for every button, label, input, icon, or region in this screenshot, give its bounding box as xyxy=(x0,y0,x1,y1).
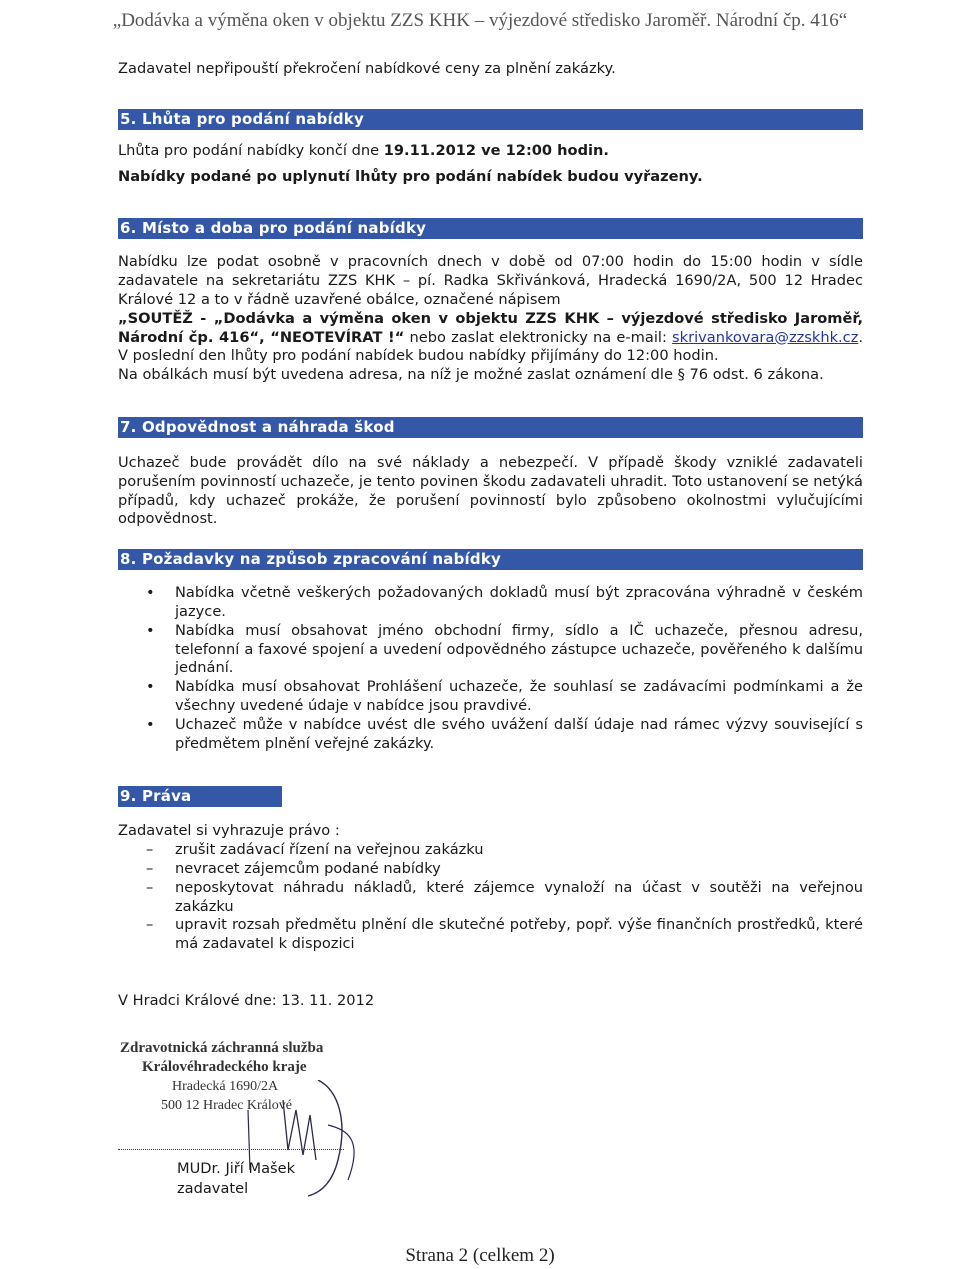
rights-list xyxy=(118,841,863,954)
signatory-role: zadavatel xyxy=(177,1180,249,1197)
deadline-date: 19.11.2012 ve 12:00 hodin. xyxy=(383,141,609,159)
intro-text: Zadavatel nepřipouští překročení nabídkové ceny za plnění zakázky. xyxy=(118,60,616,77)
section-8-heading: 8. Požadavky na způsob zpracování nabídky xyxy=(118,549,863,570)
section-7-heading: 7. Odpovědnost a náhrada škod xyxy=(118,417,863,438)
list-item: – neposkytovat náhradu nákladů, které zájemce vynaloží na účast v soutěži na veřejnou zakázku xyxy=(146,878,863,915)
stamp-line: Hradecká 1690/2A xyxy=(172,1079,279,1094)
list-item: • Nabídka včetně veškerých požadovaných dokladů musí být zpracována výhradně v českém jazyce. xyxy=(146,584,863,620)
section-6-heading: 6. Místo a doba pro podání nabídky xyxy=(118,218,863,239)
envelope-label: „SOUTĚŽ - „Dodávka a výměna oken v objektu ZZS KHK – výjezdové středisko Jaroměř, Národní čp. 416“, “NEOTEVÍRAT !“ xyxy=(118,309,863,346)
signatory-name: MUDr. Jiří Mašek xyxy=(177,1160,296,1177)
section-5-heading: 5. Lhůta pro podání nabídky xyxy=(118,109,863,130)
section-9-heading: 9. Práva zadavatele xyxy=(118,786,282,807)
late-bids-notice: Nabídky podané po uplynutí lhůty pro podání nabídek budou vyřazeny. xyxy=(118,167,703,185)
envelope-address-text: Na obálkách musí být uvedena adresa, na níž je možné zaslat oznámení dle § 76 odst. 6 zákona. xyxy=(118,366,824,384)
official-stamp xyxy=(118,1040,358,1160)
submission-place-text: Nabídku lze podat osobně v pracovních dnech v době od 07:00 hodin do 15:00 hodin v sídle zadavatele na sekretariátu ZZS KHK – pí. Radka Skřivánková, Hradecká 1690/2A, 500 12 Hradec Králové 12 a to v řádně uzavřené obálce, označené nápisem „SOUTĚŽ - „Dodávka a výměna oken v objektu ZZS KHK – výjezdové středisko Jaroměř, Národní čp. 416“, “NEOTEVÍRAT !“ nebo zaslat elektronicky na e-mail: skrivankovara@zzskhk.cz. V poslední den lhůty pro podání nabídek budou nabídky přijímány do 12:00 hodin. xyxy=(118,253,863,365)
date-line: V Hradci Králové dne: 13. 11. 2012 xyxy=(118,991,375,1009)
signature-line xyxy=(118,1148,344,1150)
page-header: „Dodávka a výměna oken v objektu ZZS KHK – výjezdové středisko Jaroměř. Národní čp. 416“ xyxy=(112,10,848,31)
liability-text: Uchazeč bude provádět dílo na své náklady a nebezpečí. V případě škody vzniklé zadavateli porušením povinností uchazeče, je tento povinen škodu zadavateli uhradit. Toto ustanovení se netýká případů, kdy uchazeč prokáže, že porušení povinností bylo způsobeno okolnostmi vylučujícími odpovědnost. xyxy=(118,453,863,528)
stamp-line: 500 12 Hradec Králové xyxy=(161,1098,293,1113)
rights-intro: Zadavatel si vyhrazuje právo : xyxy=(118,822,340,840)
stamp-line: Zdravotnická záchranná služba xyxy=(120,1040,324,1056)
email-link[interactable]: skrivankovara@zzskhk.cz xyxy=(672,328,859,346)
stamp-line: Královéhradeckého kraje xyxy=(142,1059,307,1075)
list-item: • Nabídka musí obsahovat jméno obchodní firmy, sídlo a IČ uchazeče, přesnou adresu, telefonní a faxové spojení a uvedení odpovědného zástupce uchazeče, pověřeného k dalšímu jednání. xyxy=(146,621,863,677)
list-item: • Nabídka musí obsahovat Prohlášení uchazeče, že souhlasí se zadávacími podmínkami a že všechny uvedené údaje v nabídce jsou pravdivé. xyxy=(146,678,863,714)
page-footer: Strana 2 (celkem 2) xyxy=(405,1245,555,1266)
deadline-text: Lhůta pro podání nabídky končí dne 19.11.2012 ve 12:00 hodin. xyxy=(118,141,609,159)
list-item: – nevracet zájemcům podané nabídky xyxy=(146,859,441,877)
list-item: • Uchazeč může v nabídce uvést dle svého uvážení další údaje nad rámec výzvy související s předmětem plnění veřejné zakázky. xyxy=(146,715,863,752)
list-item: – zrušit zadávací řízení na veřejnou zakázku xyxy=(146,841,484,859)
requirements-list xyxy=(118,584,863,753)
document-body xyxy=(118,60,863,1011)
list-item: – upravit rozsah předmětu plnění dle skutečné potřeby, popř. výše finančních prostředků, které má zadavatel k dispozici xyxy=(146,916,863,953)
